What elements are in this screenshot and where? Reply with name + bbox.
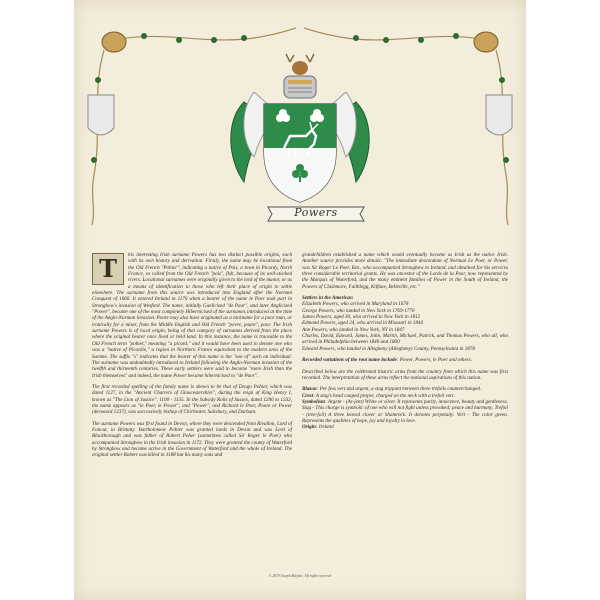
origin-value: : Ireland (315, 424, 334, 431)
symbolism-text: : Argent - (Ar-jent) White or silver. It represents purity, innocence, beauty and gentleness. Stag - This charge is symbolic of one who will not fight unless provoked; peace and harmony. Trefoil - (tree-foil) A three leaved clover or Shamrock. It denotes perpetuity. Vert - The color green. Represents the qualities of hope, joy and loyalty in love. (302, 398, 508, 424)
shield-icon (264, 104, 336, 202)
origin-label: Origin (302, 424, 316, 431)
settlers-section (302, 295, 508, 352)
first-record-paragraph: The first recorded spelling of the family name is shown to be that of Drogo Pohier, which was dated 1127, in the "Ancient Charters of Gloucestershire", during the reign of King Henry I, known as "The Lion of Justice", 1100 - 1135. In the Subsidy Rolls of Sussex, dated 1296 to 1332, the name appears as "le Poer, le Power", and "Power", and Richard le Poer, Poore or Power (deceased 1237), was successively bishop of Chichester, Salisbury, and Durham. (92, 383, 292, 416)
blazon-text: : Per fess vert and argent, a stag trippant between three trefoils counterchanged. (316, 386, 482, 393)
right-column (302, 252, 508, 436)
helm-icon (284, 76, 316, 98)
symbolism-label: Symbolism (302, 398, 325, 405)
left-column (92, 252, 292, 464)
origin-text: his interesting Irish surname Powers has two distinct possible origins, each with its own history and derivation. Firstly, the name may be locational from the Old French "Pohier", indicating a native of Pois, a town in Picardy, North France, so called from the Old French "pois", fish, because of its well-stocked rivers. Locational surnames were originally given to the lord of the manor, or as a means of identification to those who left their place of origin to settle elsewhere. The surname from this source was introduced into England after the Norman Conquest of 1066. It entered Ireland in 1170 when a bearer of the name le Poer took part in Strongbow's invasion of Wexford. The name, initially Gaelicized "de Paor", and later Anglicized "Power", became one of the most completely Hibernicised of the surnames introduced at the time of the Anglo-Norman invasion. Poore may also have originated as a nickname for a poor man, or ironically for a miser, from the Middle English and Old French "povre, poure", poor. The Irish surname Powers is of local origin, being of that category of surnames derived from the place where the original bearer once lived or held land. In this instance, the name is traceable to the Old French term "pohier," meaning "a picard," and it would have been used to denote one who was a "native of Picardie," a region in Northern France equivalent to the modern area of the Somme. The suffix "s" indicates that the bearer of this name is the "son of" such an individual. The surname was undoubtedly introduced to Ireland following the Anglo-Norman invasion of the twelfth and thirteenth centuries. These early settlers were said to become "more Irish than the Irish themselves" and indeed, the name Power became hibernicised to "de Paor". (92, 252, 292, 379)
settlers-list: Elizabeth Powers, who arrived in Maryland in 1678 George Powers, who landed in New York in 1769-1770 James Powers, aged 30, who arrived in New York in 1812 Edmond Powers, aged 24, who arrived in Missouri in 1844 Ann Powers, who landed in New York, NY in 1847 Charles, David, Edward, James, John, Martin, Michael, Patrick, and Thomas Powers, who all, who arrived in Philadelphia between 1840 and 1860 Edward Powers, who landed in Allegheny (Allegheny) County, Pennsylvania in 1878 (302, 301, 508, 352)
right-corner-helm (474, 32, 512, 135)
certificate-paper (74, 0, 526, 600)
origin-section (302, 424, 508, 430)
continuation-paragraph: grandchildren established a name which would eventually become as Irish as the native Irish. Another source provides more details: "The immediate descendant of Norman Le Poer, or Power, was Sir Roger Le Poer, Knt., who accompanied Strongbow to Ireland, and obtained for his services three considerable territorial grants. He was ancestor of the Lords de la Poer, now represented by the Marquis of Waterford, and the many eminent families of Power in the South of Ireland, the Powers of Clashmore, Faithlegg, Kilfane, Belleville, etc." (302, 252, 508, 290)
variations-text: : Power, Powers, le Poer and others. (396, 357, 472, 364)
crest-text: : A stag's head couped proper, charged on the neck with a trefoil vert. (313, 392, 455, 399)
dropcap-initial: T (92, 253, 124, 285)
coat-of-arms (224, 52, 376, 222)
left-corner-helm (88, 32, 126, 135)
symbolism-section (302, 399, 508, 424)
origin-paragraph (92, 252, 292, 379)
blazon-label: Blazon (302, 386, 317, 393)
arms-intro: Described below are the celebrated historic arms from the country from which this name was first recorded. The interpretation of these arms reflect the national aspirations of this nation. (302, 368, 508, 381)
variations-section (302, 357, 508, 363)
devon-paragraph: The surname Powers was first found in Devon, where they were descended from Rivallon, Lord of Foncur, in Brittany. Bartholomew Pohier was granted lands in Devon and was Lord of Blackborough and was father of Robert Poher (sometimes called Sir Roger le Poer) who accompanied Strongbow in the Irish invasion in 1172. They were granted the county of Waterford by Strongbow and became active in the Government of Waterford and the whole of Ireland. The original settler Robert was killed in 1188 but his many sons and (92, 420, 292, 459)
surname-ribbon (264, 203, 368, 225)
variations-label: Recorded variations of the root name include (302, 357, 397, 364)
settlers-heading: Settlers in the Americas: (302, 295, 354, 302)
crest-label: Crest (302, 392, 314, 399)
surname-title: Powers (294, 206, 338, 219)
crest-stag-head-icon (286, 54, 314, 75)
copyright-footer: © 2019 Joseph Maybee. All rights reserved (268, 574, 332, 578)
